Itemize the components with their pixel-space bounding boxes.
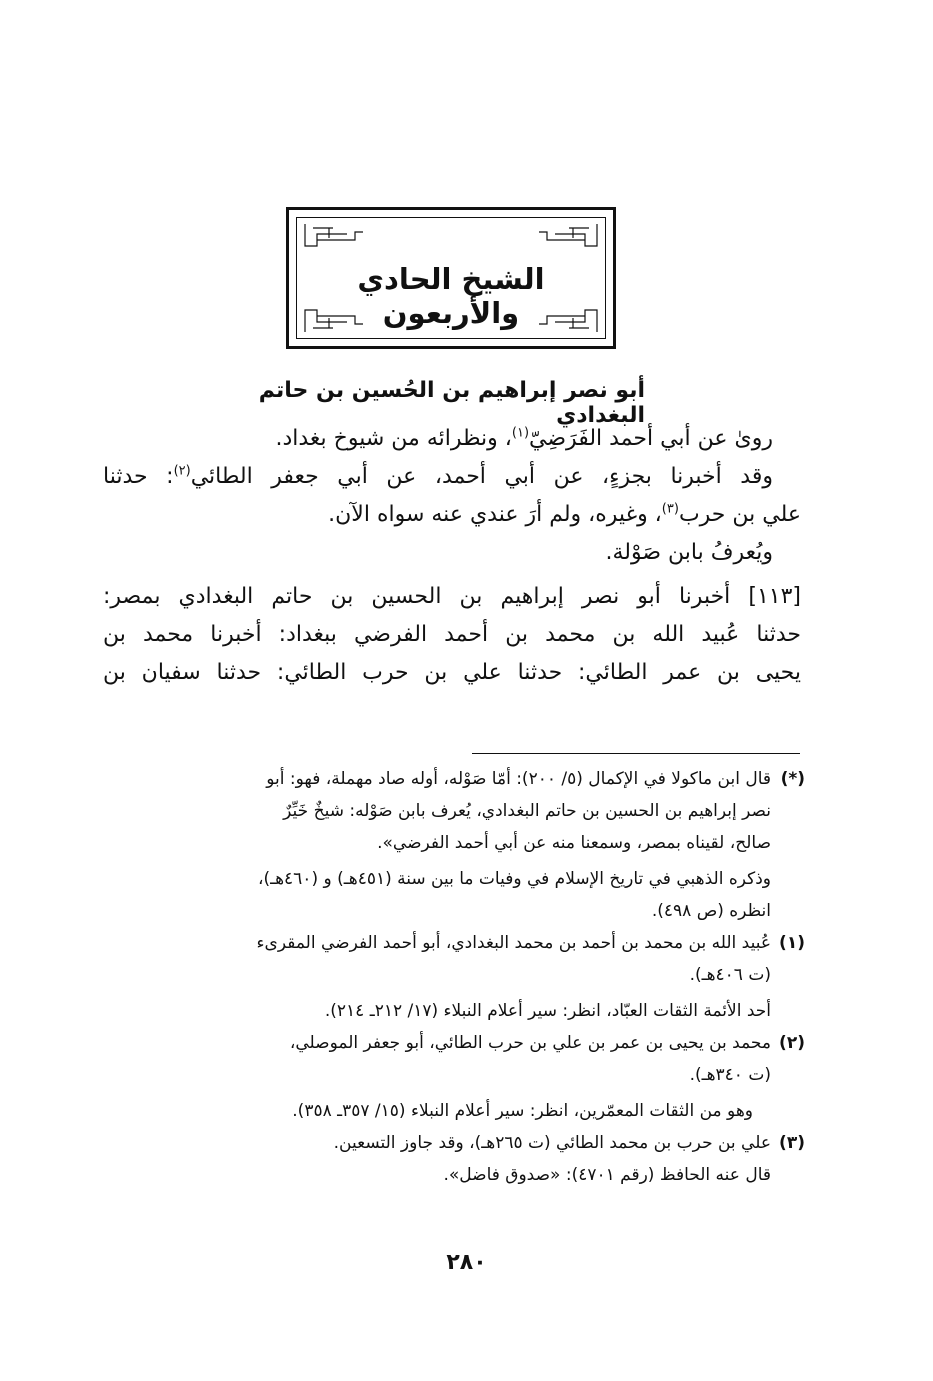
- footnote-text: صالح، لقيناه بمصر، وسمعنا منه عن أبي أحمد الفرضي».: [377, 833, 771, 853]
- hadith-line-1: [١١٣] أخبرنا أبو نصر إبراهيم بن الحسين بن حاتم البغدادي بمصر:: [103, 584, 801, 609]
- footnote-text: عُبيد الله بن محمد بن أحمد بن محمد البغدادي، أبو أحمد الفرضي المقرىء: [256, 933, 771, 953]
- paragraph-riwaya: [103, 420, 801, 458]
- footnote-text: علي بن حرب بن محمد الطائي (ت ٢٦٥هـ)، وقد جاوز التسعين.: [333, 1133, 771, 1153]
- text-segment: روىٰ عن أبي أحمد الفَرَضِيّ: [529, 426, 773, 451]
- sheikh-name-heading: أبو نصر إبراهيم بن الحُسين بن حاتم البغدادي: [258, 378, 645, 428]
- text-segment: علي بن حرب: [678, 502, 801, 527]
- text-segment: ، وغيره، ولم أرَ عندي عنه سواه الآن.: [328, 502, 662, 527]
- footnote-star: [103, 763, 805, 927]
- hadith-line-3: يحيى بن عمر الطائي: حدثنا علي بن حرب الطائي: حدثنا سفيان بن: [103, 660, 801, 685]
- footnote-text: وذكره الذهبي في تاريخ الإسلام في وفيات ما بين سنة (٤٥١هـ) و (٤٦٠هـ)،: [257, 869, 771, 889]
- footnote-marker: (*): [780, 769, 805, 789]
- footnote-3: [103, 1127, 805, 1191]
- footnote-text: انظره (ص ٤٩٨).: [651, 901, 771, 921]
- footnote-text: قال ابن ماكولا في الإكمال (٥/ ٢٠٠): أمّا صَوْله، أوله صاد مهملة، فهو: أبو: [266, 769, 771, 789]
- footnote-marker: (١): [779, 933, 805, 953]
- footnotes: [103, 763, 805, 1191]
- footnote-ref-1: (١): [511, 425, 530, 441]
- footnote-ref-2: (٢): [173, 463, 191, 479]
- footnote-text: (ت ٤٠٦هـ).: [689, 965, 771, 985]
- main-text: [103, 420, 801, 692]
- footnote-separator: [472, 753, 800, 754]
- footnote-ref-3: (٣): [661, 501, 679, 517]
- footnote-2: [103, 1027, 805, 1127]
- footnote-marker: (٢): [779, 1033, 805, 1053]
- footnote-text: (ت ٣٤٠هـ).: [689, 1065, 771, 1085]
- footnote-text: محمد بن يحيى بن عمر بن علي بن حرب الطائي، أبو جعفر الموصلي،: [289, 1033, 771, 1053]
- text-segment: وقد أخبرنا بجزءٍ، عن أبي أحمد، عن أبي جعفر الطائي: [190, 464, 773, 489]
- paragraph-nickname: ويُعرفُ بابن صَوْلة.: [605, 540, 773, 565]
- chapter-title: الشيخ الحادي والأربعون: [357, 262, 545, 330]
- footnote-text: قال عنه الحافظ (رقم ٤٧٠١): «صدوق فاضل».: [443, 1165, 771, 1185]
- paragraph-juz-line-1: [103, 458, 801, 496]
- chapter-title-frame: [286, 207, 616, 349]
- footnote-1: [103, 927, 805, 1027]
- footnote-text: نصر إبراهيم بن الحسين بن حاتم البغدادي، يُعرف بابن صَوْله: شيخٌ خَيِّرٌ: [283, 801, 771, 821]
- hadith-line-2: حدثنا عُبيد الله بن محمد بن أحمد الفرضي ببغداد: أخبرنا محمد بن: [103, 622, 801, 647]
- footnote-text: وهو من الثقات المعمّرين، انظر: سير أعلام النبلاء (١٥/ ٣٥٧ـ ٣٥٨).: [292, 1101, 753, 1121]
- text-segment: ، ونظرائه من شيوخ بغداد.: [275, 426, 512, 451]
- paragraph-juz-line-2: [103, 496, 801, 534]
- page-number: ٢٨٠: [446, 1250, 487, 1275]
- footnote-marker: (٣): [779, 1133, 805, 1153]
- footnote-text: أحد الأئمة الثقات العبّاد، انظر: سير أعلام النبلاء (١٧/ ٢١٢ـ ٢١٤).: [324, 1001, 771, 1021]
- text-segment: : حدثنا: [103, 464, 174, 489]
